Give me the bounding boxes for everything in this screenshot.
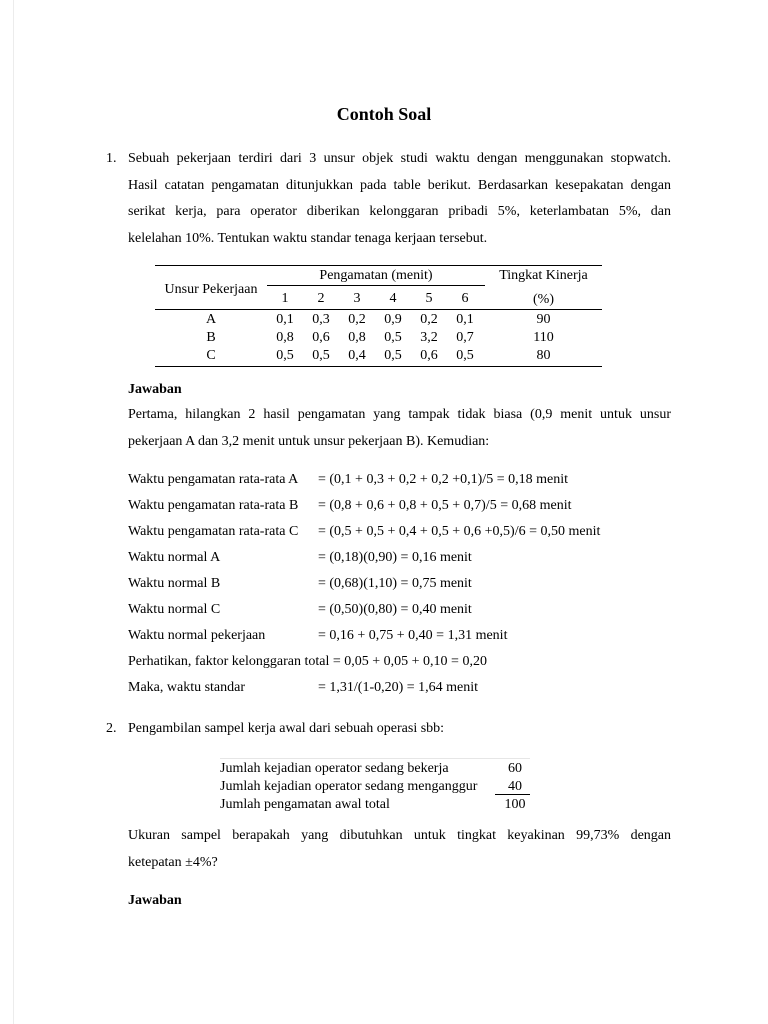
sample-label: Jumlah kejadian operator sedang bekerja (220, 761, 449, 776)
table-top-rule (155, 265, 602, 266)
calc-value: = 0,16 + 0,75 + 0,40 = 1,31 menit (318, 628, 508, 643)
table-bottom-rule (155, 366, 602, 367)
sample-value: 40 (508, 779, 522, 794)
table-cell: 0,2 (348, 312, 366, 327)
header-unsur-pekerjaan: Unsur Pekerjaan (164, 282, 258, 297)
table-cell: 0,4 (348, 348, 366, 363)
table-group-rule (267, 285, 485, 286)
calc-value: = (0,68)(1,10) = 0,75 menit (318, 576, 472, 591)
table-cell: 0,1 (456, 312, 474, 327)
table-cell: 0,5 (384, 348, 402, 363)
standard-time-value: = 1,31/(1-0,20) = 1,64 menit (318, 680, 479, 695)
calc-label: Waktu normal A (128, 550, 221, 565)
allowance-line: Perhatikan, faktor kelonggaran total = 0,05 + 0,05 + 0,10 = 0,20 (128, 654, 487, 669)
table-cell: 0,8 (348, 330, 366, 345)
table-cell: 0,6 (312, 330, 330, 345)
calc-value: = (0,5 + 0,5 + 0,4 + 0,5 + 0,6 +0,5)/6 = 0,50 menit (318, 524, 601, 539)
page-edge (13, 0, 14, 1024)
table-cell-kinerja: 80 (536, 348, 551, 363)
table-cell: 0,1 (276, 312, 294, 327)
sample-value: 100 (504, 797, 526, 812)
table-cell: 0,5 (312, 348, 330, 363)
table-cell: 0,5 (276, 348, 294, 363)
standard-time-label: Maka, waktu standar (128, 680, 246, 695)
header-obs: 3 (353, 291, 361, 306)
answer-1-line: pekerjaan A dan 3,2 menit untuk unsur pekerjaan B). Kemudian: (128, 433, 490, 449)
question-1-line: serikat kerja, para operator diberikan kelonggaran pribadi 5%, keterlambatan 5%, dan (128, 204, 671, 219)
table-cell: 0,3 (312, 312, 330, 327)
observation-table (155, 265, 602, 367)
calc-label: Waktu normal B (128, 576, 221, 591)
question-1-text (128, 146, 671, 252)
table-row-unsur: B (206, 330, 216, 345)
table-cell: 0,7 (456, 330, 474, 345)
calc-label: Waktu normal pekerjaan (128, 628, 266, 643)
header-kinerja-unit: (%) (533, 292, 554, 307)
header-pengamatan: Pengamatan (menit) (319, 268, 433, 283)
table-cell: 3,2 (420, 330, 438, 345)
question-1-number: 1. (106, 151, 117, 166)
answer-1-intro (128, 402, 671, 455)
question-1-line: Hasil catatan pengamatan ditunjukkan pada table berikut. Berdasarkan kesepakatan dengan (128, 177, 671, 193)
table-row-unsur: A (205, 312, 217, 327)
sample-value: 60 (508, 761, 522, 776)
calc-label: Waktu normal C (128, 602, 221, 617)
table-cell: 0,9 (384, 312, 402, 327)
table-cell: 0,5 (456, 348, 474, 363)
table-cell: 0,5 (384, 330, 402, 345)
header-obs: 6 (461, 291, 469, 306)
calc-value: = (0,50)(0,80) = 0,40 menit (318, 602, 472, 617)
table-cell: 0,8 (276, 330, 294, 345)
question-1-line: kelelahan 10%. Tentukan waktu standar tenaga kerjaan tersebut. (128, 230, 488, 246)
header-obs: 4 (389, 291, 397, 306)
question-2-intro: Pengambilan sampel kerja awal dari sebuah operasi sbb: (128, 721, 445, 736)
question-2-line: ketepatan ±4%? (128, 854, 218, 870)
table-cell: 0,2 (420, 312, 438, 327)
page-title: Contoh Soal (336, 104, 432, 124)
calc-label: Waktu pengamatan rata-rata B (128, 498, 299, 513)
question-1-line: Sebuah pekerjaan terdiri dari 3 unsur objek studi waktu dengan menggunakan stopwatch. (128, 151, 671, 166)
table-cell-kinerja: 90 (536, 312, 551, 327)
table-cell: 0,6 (420, 348, 438, 363)
table-cell-kinerja: 110 (533, 330, 554, 345)
calc-label: Waktu pengamatan rata-rata A (128, 472, 299, 487)
header-obs: 5 (425, 291, 433, 306)
sample-label: Jumlah kejadian operator sedang menganggur (220, 779, 478, 794)
sample-sum-rule (495, 794, 530, 795)
header-obs: 2 (317, 291, 325, 306)
answer-1-heading: Jawaban (128, 382, 182, 397)
question-2-text (128, 823, 671, 876)
sample-label: Jumlah pengamatan awal total (220, 797, 390, 812)
calc-value: = (0,8 + 0,6 + 0,8 + 0,5 + 0,7)/5 = 0,68 menit (318, 498, 572, 513)
header-obs: 1 (281, 291, 289, 306)
answer-2-heading: Jawaban (128, 893, 182, 908)
table-header-rule (155, 309, 602, 310)
question-2-number: 2. (106, 721, 117, 736)
sample-table-top-rule (220, 758, 530, 759)
header-tingkat-kinerja: Tingkat Kinerja (499, 268, 588, 283)
question-2-line: Ukuran sampel berapakah yang dibutuhkan untuk tingkat keyakinan 99,73% dengan (128, 828, 671, 843)
calc-label: Waktu pengamatan rata-rata C (128, 524, 299, 539)
calc-value: = (0,18)(0,90) = 0,16 menit (318, 550, 472, 565)
calc-value: = (0,1 + 0,3 + 0,2 + 0,2 +0,1)/5 = 0,18 menit (318, 472, 568, 487)
answer-1-line: Pertama, hilangkan 2 hasil pengamatan yang tampak tidak biasa (0,9 menit untuk unsur (128, 407, 671, 422)
table-row-unsur: C (206, 348, 216, 363)
